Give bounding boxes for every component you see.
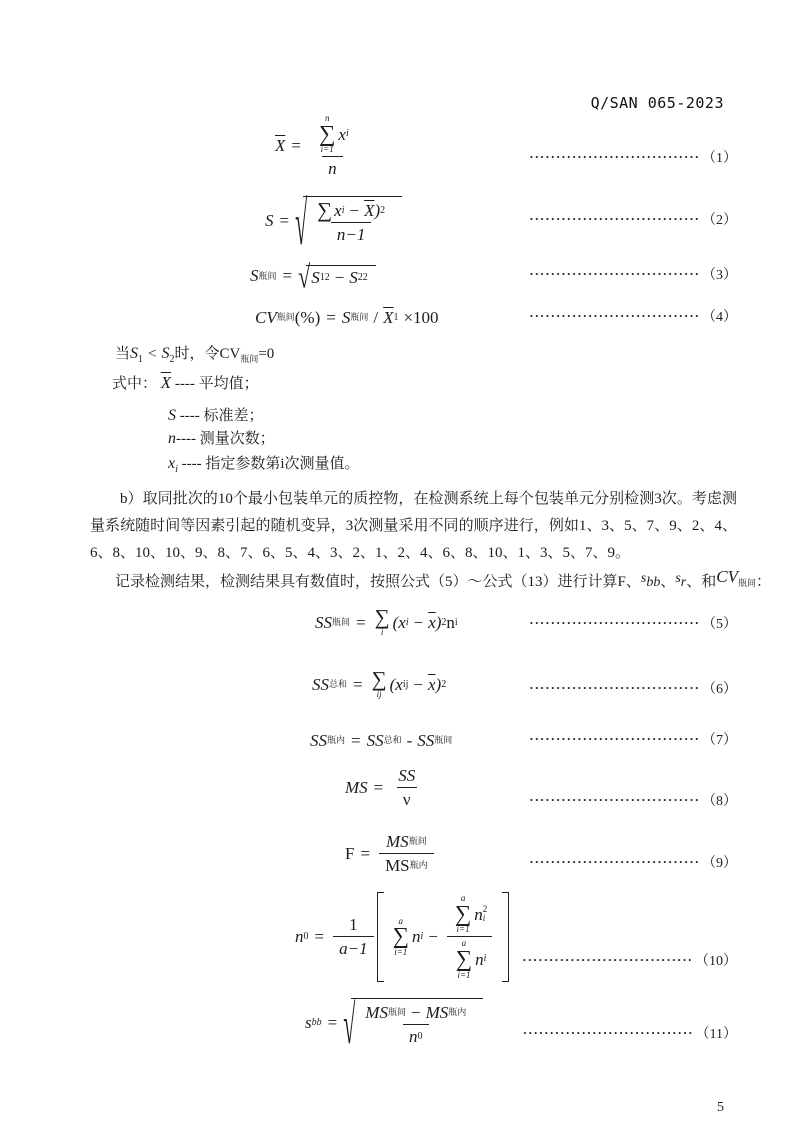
- equation-number-7: （7）: [702, 733, 737, 748]
- formula-7: SS 瓶内 = SS 总和 - SS 瓶间: [310, 730, 453, 750]
- equation-number-10: （10）: [695, 953, 737, 969]
- minus-sign: −: [413, 674, 423, 694]
- minus-sign: −: [334, 267, 345, 287]
- leader-10: [522, 950, 737, 970]
- xbar-symbol: $\overline{x}$: [428, 612, 436, 632]
- definition-text: 测量次数；: [199, 431, 275, 447]
- times-100: ×100: [403, 307, 439, 327]
- leader-11: [523, 1023, 737, 1043]
- definition-text: 指定参数第i次测量值。: [205, 456, 360, 472]
- equation-number-3: （3）: [702, 268, 737, 283]
- sbb-symbol: s: [640, 571, 647, 586]
- formula-5-row: [90, 605, 737, 638]
- less-than-sign: <: [148, 346, 157, 362]
- formula-8: MS = $\frac{SS}{\nu}$: [345, 764, 424, 812]
- nu-symbol: ν: [397, 787, 417, 811]
- equals-sign: =: [327, 1013, 338, 1033]
- where-line: 式中： $\overline{X}$ ---- 平均值；: [112, 373, 259, 392]
- ss-within-symbol: SS: [310, 730, 327, 750]
- minus-sign: −: [349, 201, 360, 220]
- formula-6-row: [90, 667, 737, 700]
- leader-dots: ································: [529, 614, 700, 630]
- equals-sign: =: [353, 674, 363, 694]
- xbar-symbol: $\overline{X}$: [383, 307, 394, 327]
- page-number: 5: [717, 1100, 724, 1115]
- definition-text: 平均值；: [198, 376, 259, 392]
- leader-dots: ································: [529, 791, 700, 807]
- minus-sign: −: [410, 1003, 421, 1022]
- equation-number-9: （9）: [702, 855, 737, 871]
- minus-sign: −: [413, 612, 424, 632]
- summation-icon: ∑: [317, 198, 333, 223]
- sr-symbol: s: [675, 571, 681, 586]
- xbar-symbol: $\overline{X}$: [160, 373, 172, 392]
- equation-number-4: （4）: [702, 310, 737, 325]
- formula-1-row: [90, 112, 737, 181]
- s-symbol: S: [168, 407, 176, 424]
- paragraph-record: 记录检测结果，检测结果具有数值时，按照公式（5）～公式（13）进行计算F、$s_{bb}$、$s_r$、和$CV_{瓶间}$：: [115, 567, 772, 590]
- divide-slash: /: [373, 307, 379, 327]
- equals-sign: =: [314, 926, 325, 946]
- n-symbol: n: [168, 430, 176, 447]
- formula-10-row: [90, 892, 737, 982]
- definition-xi: $x_i$ ---- 指定参数第i次测量值。: [168, 455, 360, 475]
- formula-9: F = MS 瓶间 MS 瓶内: [345, 830, 437, 878]
- x-term: x: [338, 124, 346, 144]
- summation-icon: ∑ i: [374, 605, 390, 637]
- equals-sign: =: [291, 136, 301, 156]
- leader-dots: ································: [529, 679, 700, 695]
- formula-4-row: [90, 306, 737, 328]
- leader-2: [529, 209, 737, 229]
- formula-4: CV 瓶间 (%) = S 瓶间 / $\overline{X}$ 1 ×100: [255, 307, 439, 327]
- formula-11: s bb = √ MS 瓶间 − MS 瓶内 n 0: [305, 998, 483, 1049]
- definition-text: 标准差；: [203, 408, 264, 424]
- summation-icon: n ∑ i=1: [318, 113, 336, 155]
- equals-sign: =: [373, 777, 384, 797]
- paragraph-b: b）取同批次的10个最小包装单元的质控物，在检测系统上每个包装单元分别检测3次。考虑测量系统随时间等因素引起的随机变异，3次测量采用不同的顺序进行，例如1、3、5、7、9、2、4、6、8、10、10、9、8、7、6、5、4、3、2、1、2、4、6、8、10、1、3、5、7、9。: [90, 491, 737, 561]
- equation-number-8: （8）: [702, 793, 737, 809]
- leader-9: [529, 852, 737, 872]
- where-label: 式中：: [112, 376, 158, 392]
- sbb-symbol: s: [305, 1013, 312, 1033]
- ss-total-symbol: SS: [312, 674, 329, 694]
- equals-sign: =: [282, 266, 293, 286]
- leader-dots: ································: [522, 951, 693, 967]
- leader-dots: ································: [529, 266, 700, 281]
- formula-1: [275, 112, 358, 181]
- definition-s: S ---- 标准差；: [168, 407, 264, 424]
- s-symbol: S: [265, 211, 274, 231]
- leader-7: [529, 729, 737, 749]
- cv-symbol: CV: [716, 567, 738, 586]
- formula-11-row: [90, 993, 737, 1056]
- cv-symbol: CV: [255, 307, 277, 327]
- square-root: √ ∑ x i − $\overline{X}$ ) 2 n−1: [295, 196, 402, 247]
- formula-2-row: [90, 188, 737, 259]
- summation-icon: a ∑ i=1: [454, 893, 472, 935]
- formula-8-row: [90, 764, 737, 812]
- equals-sign: =: [360, 843, 371, 863]
- summation-icon: a ∑ i=1: [455, 938, 473, 980]
- formula-2: [265, 188, 402, 259]
- equation-number-2: （2）: [702, 212, 737, 228]
- leader-dots: ································: [529, 853, 700, 869]
- s-bottle-symbol: S: [250, 266, 259, 286]
- condition-line: 当$S_1 < S_2$时，令$CV_{瓶间}=0$: [115, 345, 275, 365]
- radical-icon: √: [295, 188, 308, 259]
- radical-icon: √: [298, 258, 311, 296]
- leader-1: [529, 147, 737, 167]
- formula-6: SS 总和 = ∑ ij (x ij − $\overline{x}$ ) 2: [312, 667, 447, 699]
- equation-number-11: （11）: [695, 1026, 737, 1042]
- formula-3-row: [90, 258, 737, 296]
- leader-6: [529, 678, 737, 698]
- equals-sign: =: [356, 612, 366, 632]
- leader-dots: ································: [529, 210, 700, 226]
- square-root: √ S 1 2 − S 2 2: [298, 265, 376, 288]
- leader-dots: ································: [529, 308, 700, 323]
- leader-8: [529, 790, 737, 810]
- equals-sign: =: [351, 730, 361, 750]
- formula-3: S 瓶间 = √ S 1 2 − S 2 2: [250, 265, 376, 288]
- xbar-symbol: $\overline{X}$: [364, 201, 375, 220]
- leader-dots: ································: [529, 148, 700, 164]
- ss-bottle-symbol: SS: [315, 612, 332, 632]
- left-bracket: [377, 892, 384, 982]
- formula-9-row: [90, 830, 737, 878]
- xbar-symbol: $\overline{x}$: [427, 674, 436, 694]
- leader-3: [529, 264, 737, 284]
- formula-7-row: [90, 729, 737, 751]
- equals-sign: =: [279, 211, 290, 231]
- f-symbol: F: [345, 843, 355, 863]
- xi-symbol: x: [168, 455, 176, 472]
- summation-icon: a ∑ i=1: [392, 915, 409, 958]
- minus-sign: −: [428, 926, 438, 946]
- leader-dots: ································: [522, 1024, 694, 1040]
- minus-sign: -: [406, 730, 413, 750]
- right-bracket: [502, 892, 509, 982]
- doc-number: Q/SAN 065-2023: [590, 94, 724, 112]
- leader-4: [529, 306, 737, 326]
- definition-n: n---- 测量次数；: [168, 430, 275, 447]
- equation-number-5: （5）: [702, 616, 737, 632]
- ms-symbol: MS: [345, 777, 368, 797]
- formula-5: SS 瓶间 = ∑ i (x i − $\overline{x}$ ) 2 n i: [315, 605, 458, 637]
- leader-dots: ································: [529, 731, 700, 746]
- square-root: √ MS 瓶间 − MS 瓶内 n 0: [343, 998, 483, 1049]
- equation-number-6: （6）: [702, 681, 737, 697]
- equation-number-1: （1）: [702, 150, 737, 166]
- formula-10: n 0 = $\frac{1}{a-1}$ a ∑ i=1 n i − a ∑ i=1 n 2 i a ∑ i=1 n i: [295, 892, 509, 982]
- equals-sign: =: [326, 307, 336, 327]
- summation-icon: ∑ ij: [371, 667, 387, 699]
- xbar-symbol: $\overline{X}$: [275, 136, 286, 156]
- leader-5: [529, 613, 737, 633]
- radical-icon: √: [343, 993, 356, 1056]
- n0-symbol: n: [295, 926, 304, 946]
- fraction: n ∑ i=1 x i n: [310, 112, 355, 181]
